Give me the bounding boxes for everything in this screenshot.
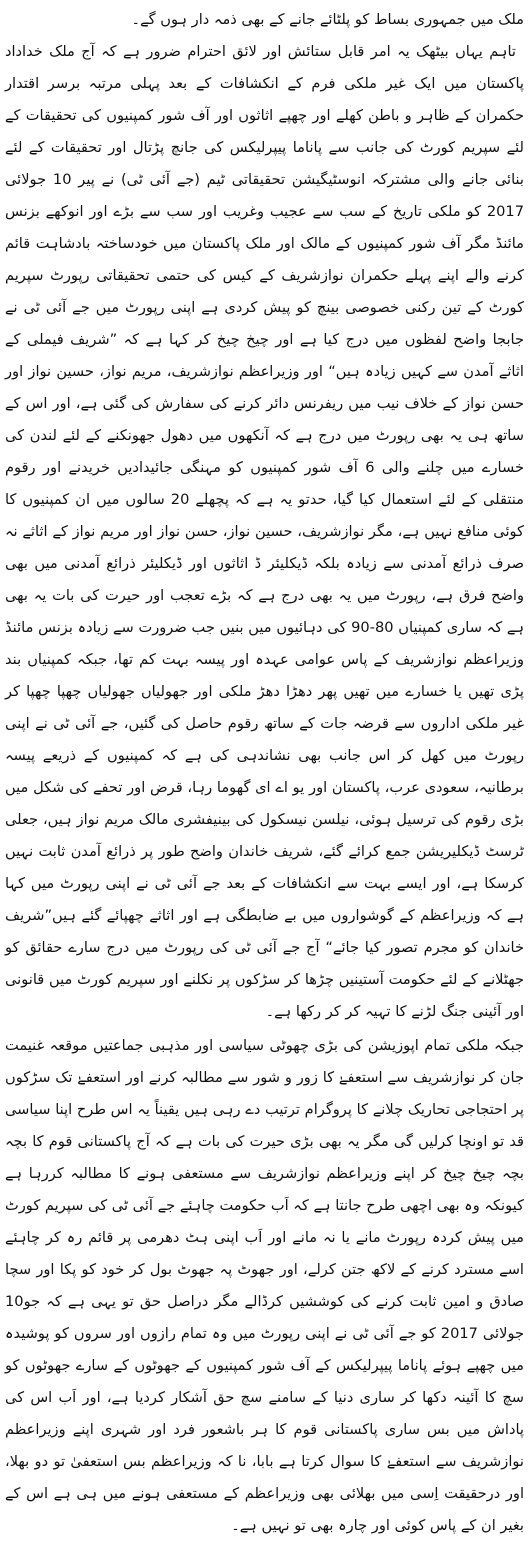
article-paragraph-2: تاہم یہاں بیٹھک یہ امر قابل ستائش اور لائق احترام ضرور ہے کہ آج ملک خداداد پاکستان میں ایک غیر ملکی فرم کے انکشافات کے بعد پہلی مرتبہ برسر اقتدار حکمران کے ظاہر و باطن کھلے اور چھپے اثاثوں اور آف شور کمپنیوں کی تحقیقات کے لئے سپریم کورٹ کی جانب سے پاناما پیپرلیکس کی جانچ پڑتال اور تحقیقات کے لئے بنائی جانے والی مشترکہ انوسٹیگیشن تحقیقاتی ٹیم (جے آئی ٹی) نے پیر 10 جولائی 2017 کو ملکی تاریخ کے سب سے عجیب وغریب اور سب سے بڑے اور انوکھے بزنس مائنڈ مگر آف شور کمپنیوں کے مالک اور ملک پاکستان میں خودساختہ بادشاہت قائم کرنے والے اپنے پہلے حکمران نوازشریف کے کیس کی حتمی تحقیقاتی رپورٹ سپریم کورٹ کے تین رکنی خصوصی بینچ کو پیش کردی ہے اپنی رپورٹ میں جے آئی ٹی نے جابجا واضح لفظوں میں درج کیا ہے اور چیخ چیخ کر کہا ہے کہ ”شریف فیملی کے اثاثے آمدن سے کہیں زیادہ ہیں“ اور وزیراعظم نوازشریف، مریم نواز، حسین نواز اور حسن نواز کے خلاف نیب میں ریفرنس دائر کرنے کی سفارش کی گئی ہے، اور اس کے ساتھ ہی یہ بھی رپورٹ میں درج ہے کہ آنکھوں میں دھول جھونکنے کے لئے لندن کی خسارے میں چلنے والی 6 آف شور کمپنیوں کو مہنگی جائیدادیں خریدنے اور رقوم منتقلی کے لئے استعمال کیا گیا، حدتو یہ ہے کہ پچھلے 20 سالوں میں ان کمپنیوں کا کوئی منافع نہیں ہے، مگر نوازشریف، حسین نواز، حسن نواز اور مریم نواز کے اثاثے نہ صرف ذرائع آمدنی سے زیادہ بلکہ ڈیکلیئر ڈ اثاثوں اور ڈیکلیئر ذرائع آمدنی میں بھی واضح فرق ہے، رپورٹ میں یہ بھی درج ہے کہ بڑے تعجب اور حیرت کی بات یہ بھی ہے کہ ساری کمپنیاں 80-90 کی دہائیوں میں بنیں جب ضرورت سے زیادہ بزنس مائنڈ وزیراعظم نوازشریف کے پاس عوامی عہدہ اور پیسہ بہت کم تھا، جبکہ کمپنیاں بند پڑی تھیں یا خسارے میں تھیں پھر دھڑا دھڑ ملکی اور جھولیاں جھولیاں چھپا چھپا کر غیر ملکی اداروں سے قرضہ جات کے ساتھ رقوم حاصل کی گئیں، جے آئی ٹی نے اپنی رپورٹ میں کھل کر اس جانب بھی نشاندہی کی ہے کہ کمپنیوں کے ذریعے پیسہ برطانیہ، سعودی عرب، پاکستان اور یو اے ای گھوما رہا، قرض اور تحفے کی شکل میں بڑی رقوم کی ترسیل ہوئی، نیلسن نیسکول کی بینیفشری مالک مریم نواز ہیں، جعلی ٹرسٹ ڈیکلیریشن جمع کرائے گئے، شریف خاندان واضح طور پر ذرائع آمدن ثابت نہیں کرسکا ہے، اور ایسے بہت سے انکشافات کے بعد جے آئی ٹی نے اپنی رپورٹ میں کہا ہے کہ وزیراعظم کے گوشواروں میں بے ضابطگی ہے اور اثاثے چھپائے گئے ہیں”شریف خاندان کو مجرم تصور کیا جائے“ آج جے آئی ٹی کی رپورٹ میں درج سارے حقائق کو جھٹلانے کے لئے حکومت آستینیں چڑھا کر سڑکوں پر نکلنے اور سپریم کورٹ میں قانونی اور آئینی جنگ لڑنے کا تہیہ کر کر رکھا ہے۔ xyxy=(5,43,525,1020)
article-paragraph-3: جبکہ ملکی تمام اپوزیشن کی بڑی چھوٹی سیاسی اور مذہبی جماعتیں موقعہ غنیمت جان کر نوازشریف سے استعفےٰ کا زور و شور سے مطالبہ کرنے اور استعفےٰ تک سڑکوں پر احتجاجی تحاریک چلانے کا پروگرام ترتیب دے رہی ہیں یقیناً یہ اس طرح اپنا سیاسی قد تو اونچا کرلیں گی مگر یہ بھی بڑی حیرت کی بات ہے کہ آج پاکستانی قوم کا بچہ بچہ چیخ چیخ کر اپنے وزیراعظم نوازشریف سے مستعفی ہونے کا مطالبہ کررہا ہے کیونکہ وہ بھی اچھی طرح جانتا ہے کہ اَب حکومت چاہئے جے آئی ٹی کی سپریم کورٹ میں پیش کردہ رپورٹ مانے یا نہ مانے اور اَب اپنی ہٹ دھرمی پر قائم رہ کر چاہئے اسے مسترد کرنے کے لاکھ جتن کرلے، اور جھوٹ پہ جھوٹ بول کر خود کو پکا اور سچا صادق و امین ثابت کرنے کی کوششیں کرڈالے مگر دراصل حق تو یہی ہے کہ جو10 جولائی 2017 کو جے آئی ٹی نے اپنی رپورٹ میں وہ تمام رازوں اور سروں کو پوشیدہ میں چھپے ہوئے پاناما پیپرلیکس کے آف شور کمپنیوں کے جھوٹوں کے سارے جھوٹوں کو سچ کا آئینہ دکھا کر ساری دنیا کے سامنے سچ حق آشکار کردیا ہے، اور اَب اس کی پاداش میں بس ساری پاکستانی قوم کا ہر باشعور فرد اور شہری اپنے وزیراعظم نوازشریف سے استعفےٰ کا سوال کرتا ہے بابا، نا کہ وزیراعظم بس استعفیٰ تو دو بھلا، اور درحقیقت اِسی میں بھلائی بھی وزیراعظم کے مستعفی ہونے میں ہی ہے اس کے بغیر ان کے پاس کوئی اور چارہ بھی تو نہیں ہے۔ xyxy=(5,1037,524,1534)
article-paragraph-1: ملک میں جمہوری بساط کو پلٹائے جانے کے بھی ذمہ دار ہوں گے۔ xyxy=(131,11,524,28)
